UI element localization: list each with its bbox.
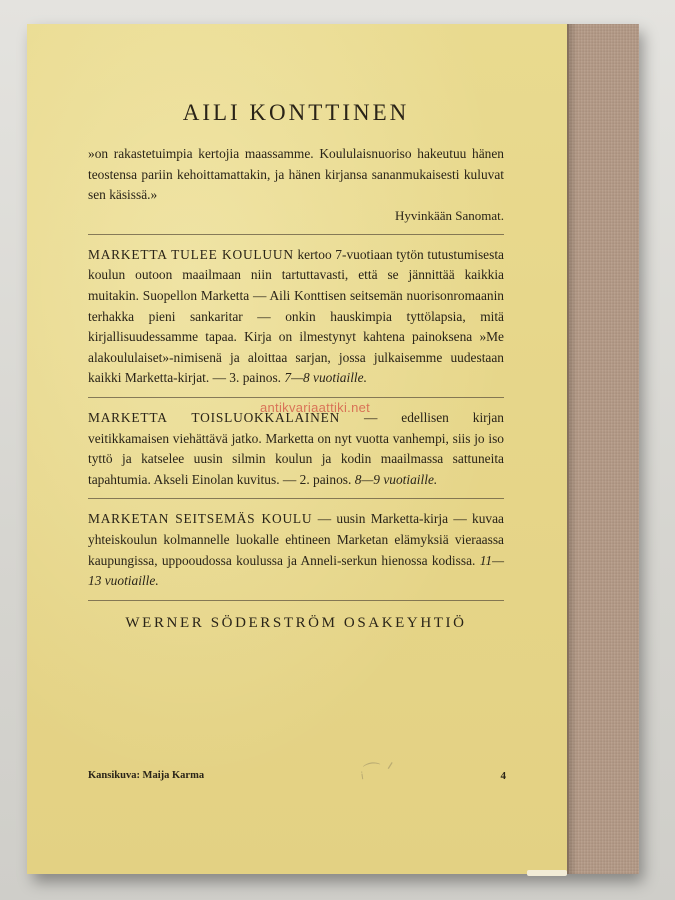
author-name: AILI KONTTINEN <box>182 100 410 125</box>
book-text-3: — uusin Marketta-kirja — kuvaa yhteiskoulun kolmannelle luokalle ehtineen Marketan elämyksiä vieraassa kaupungissa, uppooudossa koulussa ja Anneli-serkun hienossa kodissa. <box>88 511 504 568</box>
cover-wear-mark <box>527 870 567 876</box>
cover-art-credit: Kansikuva: Maija Karma <box>88 770 205 781</box>
spine-hinge-shadow <box>567 24 577 874</box>
book-text-2: — edellisen kirjan veitikkamaisen viehättävä jatko. Marketta on nyt vuotta vanhempi, siis jo iso tyttö ja katselee uusin silmin koulun ja kodin maailmassa sattuneita tapahtumia. Akseli Einolan kuvitus. — 2. painos. <box>88 409 504 487</box>
book-blurb-3 <box>88 509 504 591</box>
catalog-number: 4 <box>500 770 506 782</box>
book-age-3: 11—13 vuotiaille. <box>88 552 504 589</box>
section-divider <box>88 397 504 398</box>
book-spine <box>567 24 639 874</box>
section-divider <box>88 234 504 235</box>
book-title-2: MARKETTA TOISLUOKKALAINEN <box>88 409 341 425</box>
section-divider <box>88 600 504 601</box>
book-blurb-2 <box>88 408 504 490</box>
section-divider <box>88 498 504 499</box>
cover-footer <box>88 770 506 781</box>
publisher-name: WERNER SÖDERSTRÖM OSAKEYHTIÖ <box>125 614 467 631</box>
book-text-1: kertoo 7-vuotiaan tytön tutustumisesta koulun outoon maailmaan niin tartuttavasti, että se jännittää kaikkia muitakin. Suopellon Marketta — Aili Konttisen seitsemän nuorisonromaanin terhakka pieni sankaritar — onkin hauskimpia tyttölapsia, mitä kirjallisuudessamme tapaa. Kirja on ilmestynyt kahtena painoksena »Me alakoululaiset»-nimisenä ja aloittaa sarjan, jossa julkaisemme uudestaan kaikki Marketta-kirjat. — 3. painos. <box>88 246 505 386</box>
review-quote: »on rakastetuimpia kertojia maassamme. Koululaisnuoriso hakeutuu hänen teostensa pariin kehoittamattakin, ja hänen kirjansa sananmukaisesti kuluvat sen käsissä.» <box>88 146 504 203</box>
pencil-marking: ᵢ⌒ ᐟ <box>358 758 397 785</box>
book-age-2: 8—9 vuotiaille. <box>354 471 438 487</box>
site-watermark: antikvariaattiki.net <box>260 400 371 415</box>
book-title-1: MARKETTA TULEE KOULUUN <box>88 246 294 262</box>
book-title-3: MARKETAN SEITSEMÄS KOULU <box>88 511 313 527</box>
quote-source: Hyvinkään Sanomat. <box>394 207 504 223</box>
back-cover-text <box>88 100 504 632</box>
book-blurb-1 <box>88 245 504 389</box>
book-age-1: 7—8 vuotiaille. <box>284 370 367 386</box>
